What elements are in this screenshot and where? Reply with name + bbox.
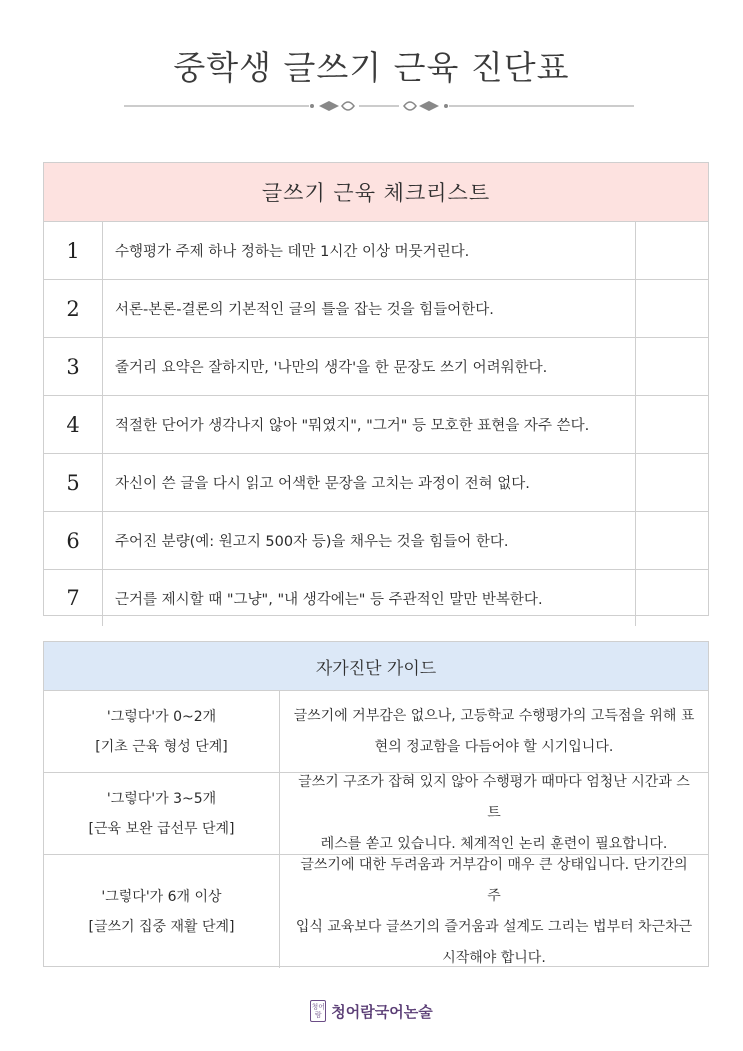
- checklist-row: [44, 396, 708, 454]
- check-cell[interactable]: [636, 512, 708, 569]
- item-number: 5: [44, 454, 103, 511]
- item-text: 적절한 단어가 생각나지 않아 "뭐였지", "그거" 등 모호한 표현을 자주 쓴다.: [103, 396, 636, 453]
- guide-description-cell: [280, 773, 708, 854]
- guide-row: [44, 773, 708, 855]
- check-cell[interactable]: [636, 454, 708, 511]
- guide-range: '그렇다'가 6개 이상: [101, 888, 222, 905]
- guide-description-line: 시작해야 합니다.: [442, 949, 546, 966]
- logo-text-bottom: 람: [314, 1011, 322, 1019]
- checklist-row: [44, 338, 708, 396]
- guide-description-line: 글쓰기에 대한 두려움과 거부감이 매우 큰 상태입니다. 단기간의 주: [300, 856, 688, 904]
- item-number: 7: [44, 570, 103, 626]
- checklist-row: [44, 454, 708, 512]
- item-text: 주어진 분량(예: 원고지 500자 등)을 채우는 것을 힘들어 한다.: [103, 512, 636, 569]
- page-title: 중학생 글쓰기 근육 진단표: [173, 48, 570, 87]
- check-cell[interactable]: [636, 280, 708, 337]
- guide-description-cell: [280, 691, 708, 772]
- item-text: 자신이 쓴 글을 다시 읽고 어색한 문장을 고치는 과정이 전혀 없다.: [103, 454, 636, 511]
- guide-range-cell: [44, 691, 280, 772]
- guide-row: [44, 691, 708, 773]
- item-number: 2: [44, 280, 103, 337]
- guide-description-line: 입식 교육보다 글쓰기의 즐거움과 설계도 그리는 법부터 차근차근: [295, 918, 693, 935]
- item-text: 줄거리 요약은 잘하지만, '나만의 생각'을 한 문장도 쓰기 어려워한다.: [103, 338, 636, 395]
- checklist-table: [43, 162, 709, 616]
- item-text: 서론-본론-결론의 기본적인 글의 틀을 잡는 것을 힘들어한다.: [103, 280, 636, 337]
- check-cell[interactable]: [636, 222, 708, 279]
- guide-description-line: 글쓰기 구조가 잡혀 있지 않아 수행평가 때마다 엄청난 시간과 스트: [298, 774, 690, 821]
- checklist-row: [44, 280, 708, 338]
- guide-row: [44, 855, 708, 968]
- checklist-row: [44, 222, 708, 280]
- guide-description-line: 글쓰기에 거부감은 없으나, 고등학교 수행평가의 고득점을 위해 표: [293, 707, 695, 724]
- title-ornament-divider: [124, 96, 634, 116]
- guide-description-cell: [280, 855, 708, 968]
- guide-range: '그렇다'가 3~5개: [106, 790, 217, 807]
- guide-header: 자가진단 가이드: [44, 642, 708, 691]
- brand-name: 청어람국어논술: [331, 1002, 433, 1021]
- check-cell[interactable]: [636, 570, 708, 626]
- guide-description-line: 레스를 쏟고 있습니다. 체계적인 논리 훈련이 필요합니다.: [320, 836, 668, 852]
- guide-range: '그렇다'가 0~2개: [106, 708, 217, 725]
- check-cell[interactable]: [636, 396, 708, 453]
- item-number: 4: [44, 396, 103, 453]
- guide-description-line: 현의 정교함을 다듬어야 할 시기입니다.: [374, 738, 614, 755]
- item-number: 3: [44, 338, 103, 395]
- guide-range-cell: [44, 773, 280, 854]
- guide-stage: [글쓰기 집중 재활 단계]: [88, 918, 235, 935]
- checklist-row: [44, 570, 708, 626]
- item-text: 수행평가 주제 하나 정하는 데만 1시간 이상 머뭇거린다.: [103, 222, 636, 279]
- item-number: 6: [44, 512, 103, 569]
- guide-stage: [근육 보완 급선무 단계]: [88, 820, 235, 837]
- footer-brand: [0, 1000, 743, 1022]
- guide-stage: [기초 근육 형성 단계]: [95, 738, 228, 755]
- self-diagnosis-guide-table: [43, 641, 709, 967]
- item-number: 1: [44, 222, 103, 279]
- logo-text-top: 청어: [311, 1003, 326, 1011]
- check-cell[interactable]: [636, 338, 708, 395]
- checklist-row: [44, 512, 708, 570]
- brand-logo: [310, 1000, 326, 1022]
- item-text: 근거를 제시할 때 "그냥", "내 생각에는" 등 주관적인 말만 반복한다.: [103, 570, 636, 626]
- guide-range-cell: [44, 855, 280, 968]
- checklist-header: 글쓰기 근육 체크리스트: [44, 163, 708, 222]
